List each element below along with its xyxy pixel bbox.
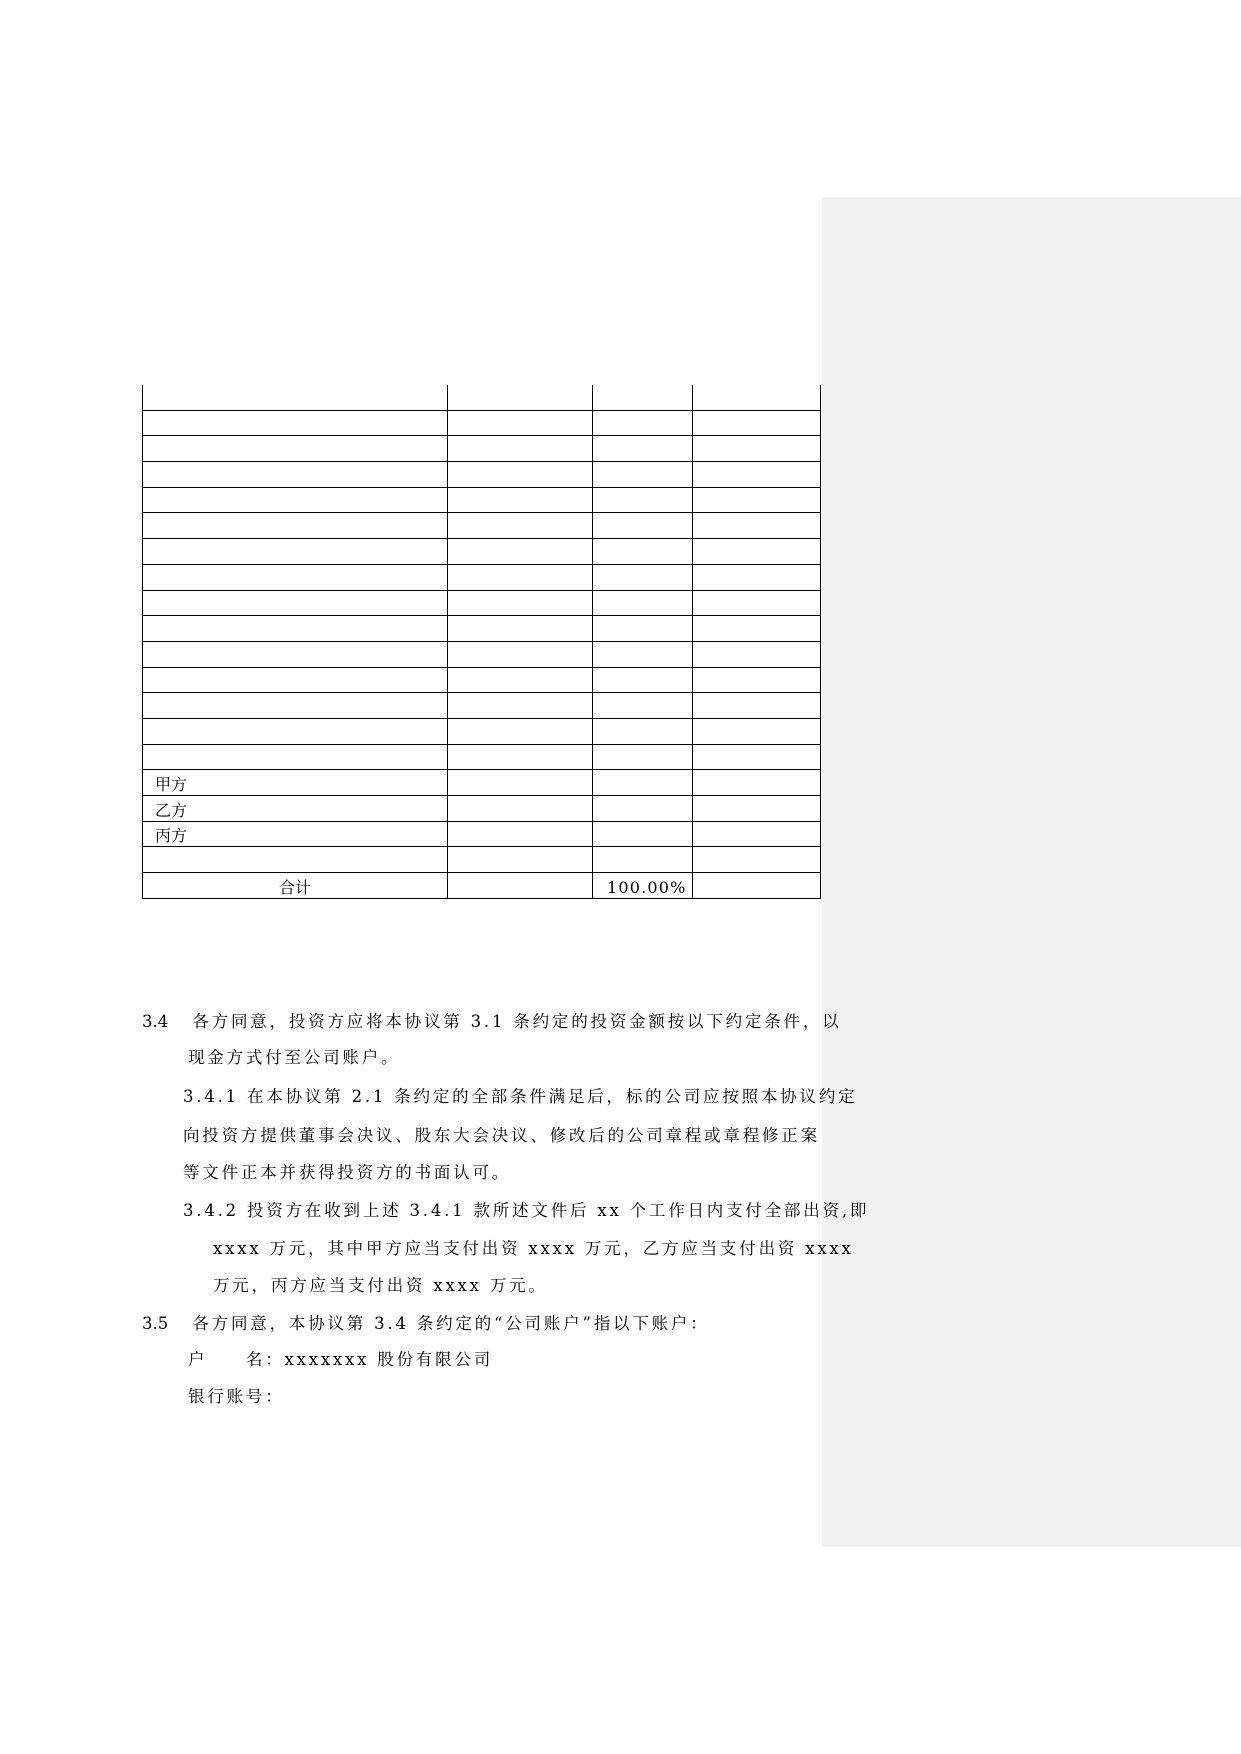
- table-cell: [693, 436, 821, 462]
- table-cell: [448, 821, 593, 847]
- table-cell: [143, 718, 448, 744]
- clause-3-4-2-line-2: xxxx 万元，其中甲方应当支付出资 xxxx 万元，乙方应当支付出资 xxxx: [213, 1239, 854, 1258]
- table-cell: [693, 718, 821, 744]
- clause-text: 各方同意，本协议第 3.4 条约定的“公司账户”指以下账户：: [192, 1314, 710, 1333]
- table-cell: [448, 641, 593, 667]
- comment-margin-pane: [822, 197, 1241, 1547]
- table-cell: [693, 744, 821, 770]
- table-row: [143, 796, 821, 822]
- table-total-row: [143, 873, 821, 899]
- table-cell: [593, 770, 693, 796]
- table-cell: 甲方: [143, 770, 448, 796]
- table-cell: [693, 641, 821, 667]
- table-row: [143, 410, 821, 436]
- table-cell: [448, 462, 593, 488]
- table-cell: [693, 616, 821, 642]
- clause-3-4-line-2: 现金方式付至公司账户。: [188, 1048, 401, 1067]
- table-cell: [593, 487, 693, 513]
- table-cell: [693, 487, 821, 513]
- table-row: [143, 770, 821, 796]
- table-cell: [593, 539, 693, 565]
- table-row: [143, 513, 821, 539]
- table-cell: [448, 744, 593, 770]
- table-cell: 乙方: [143, 796, 448, 822]
- shareholding-table: [142, 385, 821, 899]
- table-cell: [143, 564, 448, 590]
- table-cell: [143, 667, 448, 693]
- table-cell: [448, 770, 593, 796]
- table-cell: [693, 667, 821, 693]
- table-cell: [143, 641, 448, 667]
- table-cell: [593, 564, 693, 590]
- clause-3-4-1-line-2: 向投资方提供董事会决议、股东大会决议、修改后的公司章程或章程修正案: [183, 1126, 820, 1145]
- table-cell: [448, 564, 593, 590]
- table-cell: [693, 590, 821, 616]
- table-row: [143, 667, 821, 693]
- clause-3-4-2-line-1: 3.4.2 投资方在收到上述 3.4.1 款所述文件后 xx 个工作日内支付全部出资,即: [183, 1201, 870, 1220]
- table-cell: 丙方: [143, 821, 448, 847]
- table-cell: [143, 590, 448, 616]
- table-cell: [143, 487, 448, 513]
- account-name-value: xxxxxxx 股份有限公司: [284, 1350, 494, 1369]
- table-cell: [593, 590, 693, 616]
- table-cell: [593, 616, 693, 642]
- table-cell: [593, 718, 693, 744]
- table-cell: [693, 462, 821, 488]
- table-cell: [693, 847, 821, 873]
- table-cell: [693, 513, 821, 539]
- table-row: [143, 487, 821, 513]
- table-cell: [448, 487, 593, 513]
- clause-3-5-line-1: [142, 1314, 710, 1334]
- table-cell: [448, 667, 593, 693]
- table-row: [143, 641, 821, 667]
- clause-text: 各方同意，投资方应将本协议第 3.1 条约定的投资金额按以下约定条件，以: [192, 1012, 842, 1031]
- table-row: [143, 718, 821, 744]
- table-cell: [593, 796, 693, 822]
- table-cell: [448, 590, 593, 616]
- account-name-line: [188, 1350, 493, 1370]
- table-cell: [593, 436, 693, 462]
- table-cell: [143, 847, 448, 873]
- table-cell: [693, 539, 821, 565]
- table-cell: [448, 718, 593, 744]
- table-cell: [693, 410, 821, 436]
- clause-3-4-2-line-3: 万元，丙方应当支付出资 xxxx 万元。: [213, 1276, 548, 1295]
- table-cell: [143, 693, 448, 719]
- table-cell: [593, 410, 693, 436]
- table-cell: [593, 667, 693, 693]
- table-cell: [448, 385, 593, 410]
- table-row: [143, 564, 821, 590]
- table-cell: [143, 385, 448, 410]
- table-cell: [448, 693, 593, 719]
- table-row: [143, 462, 821, 488]
- table-cell: [448, 539, 593, 565]
- table-cell: [693, 385, 821, 410]
- table-cell: [693, 796, 821, 822]
- account-name-label: 户 名：: [188, 1350, 285, 1369]
- clause-3-4-line-1: [142, 1012, 841, 1032]
- table-row: [143, 847, 821, 873]
- table-cell: [143, 462, 448, 488]
- table-cell: [448, 847, 593, 873]
- table-cell: [448, 513, 593, 539]
- clause-number: 3.5: [142, 1314, 169, 1333]
- table-cell: [693, 693, 821, 719]
- table-cell: [593, 462, 693, 488]
- table-cell: [448, 436, 593, 462]
- table-cell: [143, 410, 448, 436]
- table-cell: [593, 641, 693, 667]
- clause-number: 3.4: [142, 1012, 169, 1031]
- table-cell: [593, 821, 693, 847]
- table-cell: [593, 847, 693, 873]
- table-row: [143, 436, 821, 462]
- table-row: [143, 744, 821, 770]
- table-cell: [693, 873, 821, 899]
- clause-3-4-1-line-1: 3.4.1 在本协议第 2.1 条约定的全部条件满足后，标的公司应按照本协议约定: [183, 1087, 858, 1106]
- table-row: [143, 539, 821, 565]
- table-cell: [143, 436, 448, 462]
- table-cell: [448, 796, 593, 822]
- table-cell: [693, 821, 821, 847]
- table-row: [143, 590, 821, 616]
- table-row: [143, 616, 821, 642]
- table-row: [143, 821, 821, 847]
- table-row: [143, 693, 821, 719]
- table-cell: [143, 744, 448, 770]
- table-cell: [593, 693, 693, 719]
- total-percent-cell: 100.00%: [593, 873, 693, 899]
- clause-3-4-1-line-3: 等文件正本并获得投资方的书面认可。: [183, 1163, 512, 1182]
- table-cell: [693, 770, 821, 796]
- table-cell: [143, 616, 448, 642]
- table-cell: [143, 513, 448, 539]
- table-cell: [143, 539, 448, 565]
- table-cell: [593, 744, 693, 770]
- total-label-cell: 合计: [143, 873, 448, 899]
- table-cell: [593, 385, 693, 410]
- table-cell: [448, 616, 593, 642]
- table-row: [143, 385, 821, 410]
- table-cell: [448, 873, 593, 899]
- shareholding-table-body: [143, 385, 821, 873]
- table-cell: [448, 410, 593, 436]
- table-cell: [593, 513, 693, 539]
- table-cell: [693, 564, 821, 590]
- bank-account-label: 银行账号：: [188, 1387, 285, 1406]
